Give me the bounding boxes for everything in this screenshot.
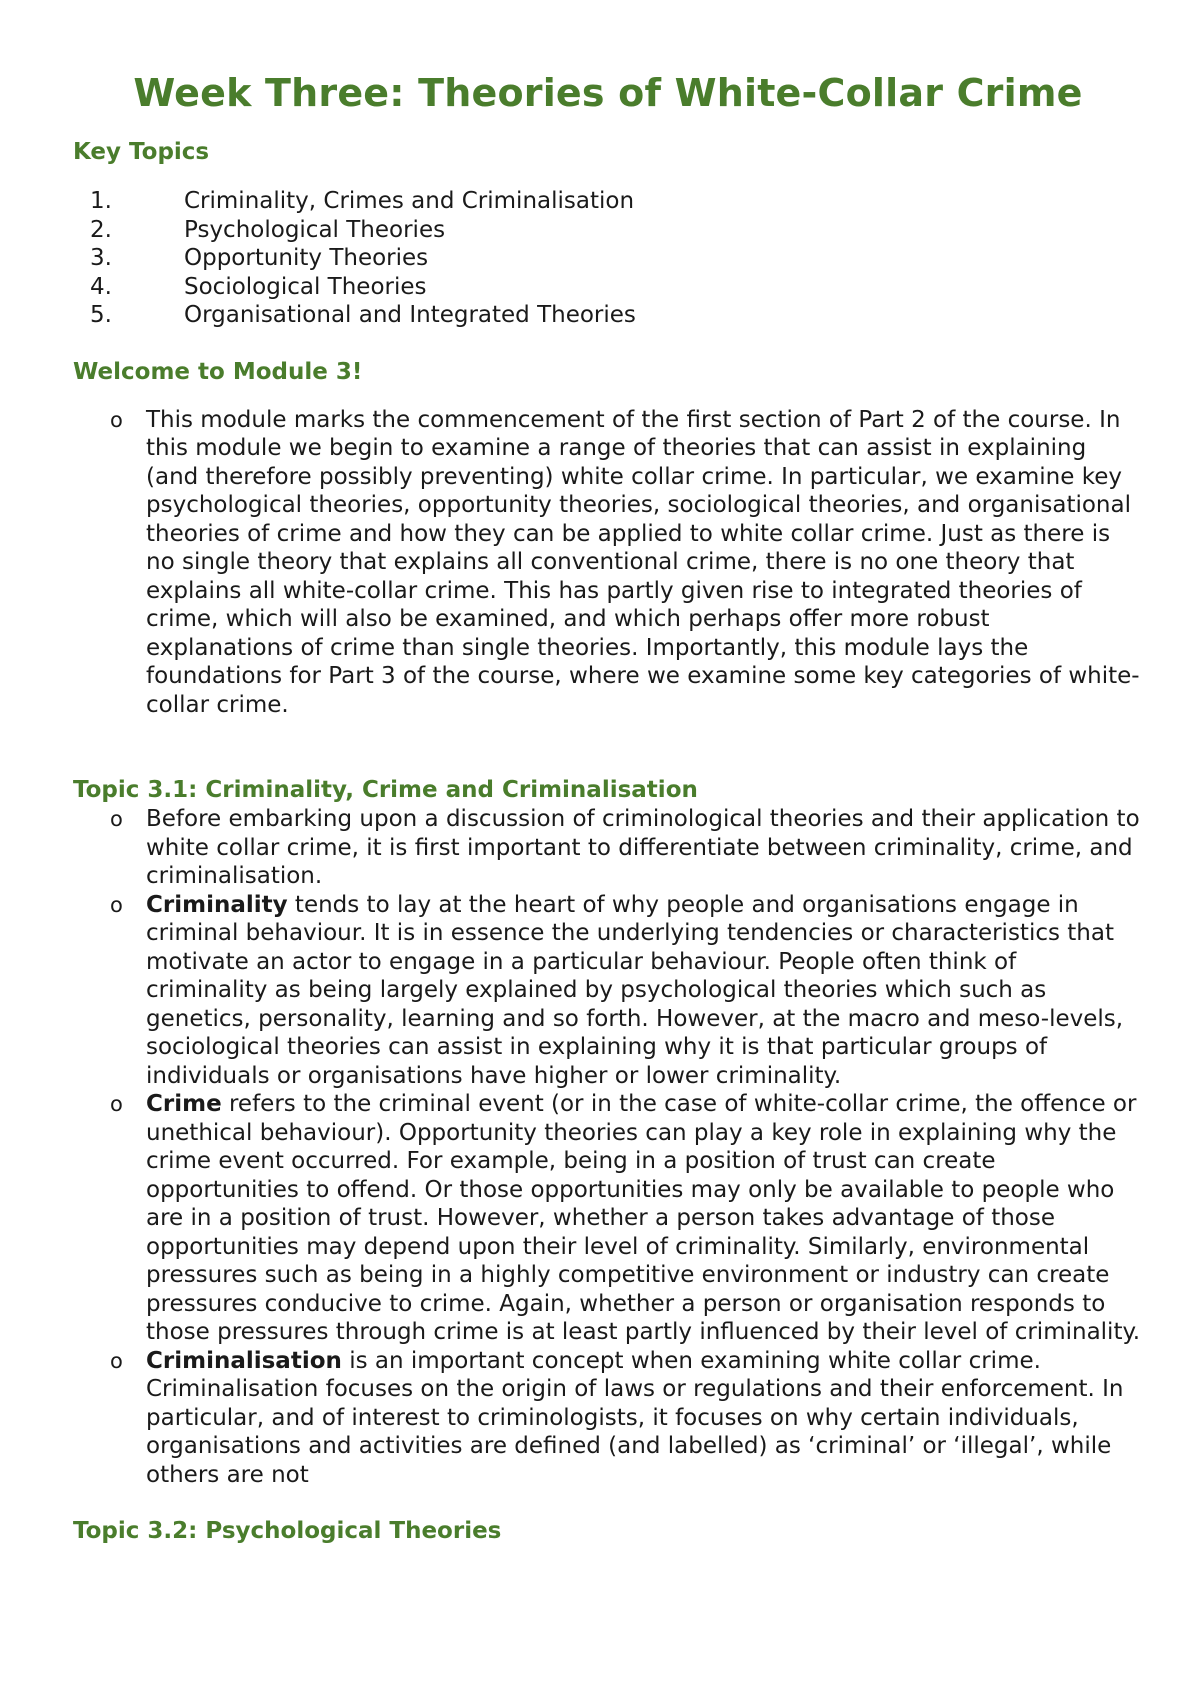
item-text: is an important concept when examining white collar crime. Criminalisation focuses on the origin of laws or regulations and their enforcement. In particular, and of interest to criminologists, it focuses on why certain individuals, organisations and activities are defined (and labelled) as ‘criminal’ or ‘illegal’, while others are not (146, 1347, 1124, 1488)
key-topic-text: Criminality, Crimes and Criminalisation (184, 188, 635, 214)
term-criminalisation: Criminalisation (146, 1347, 342, 1374)
key-topic-number: 4. (90, 273, 112, 300)
topic-3-1-item-intro (73, 805, 1143, 891)
topic-3-1-heading: Topic 3.1: Criminality, Crime and Criminalisation (73, 777, 698, 803)
key-topic-number: 3. (90, 245, 112, 271)
topic-3-1-list (73, 805, 1143, 1489)
key-topic-text: Organisational and Integrated Theories (184, 302, 636, 328)
bullet-marker: o (110, 1348, 123, 1373)
topic-3-1-item-criminalisation (73, 1347, 1143, 1490)
key-topic-item (73, 187, 1143, 216)
key-topic-number: 5. (90, 302, 112, 328)
key-topic-item (73, 216, 1143, 245)
bullet-marker: o (110, 892, 123, 917)
bullet-marker: o (110, 807, 123, 831)
key-topic-number: 1. (90, 188, 112, 214)
topic-3-2-heading: Topic 3.2: Psychological Theories (73, 1518, 502, 1544)
key-topics-heading: Key Topics (73, 139, 210, 165)
welcome-paragraph: This module marks the commencement of the first section of Part 2 of the course. In this module we begin to examine a range of theories that can assist in explaining (and therefore possibly preventing) white collar crime. In particular, we examine key psychological theories, opportunity theories, sociological theories, and organisational theories of crime and how they can be applied to white collar crime. Just as there is no single theory that explains all conventional crime, there is no one theory that explains all white-collar crime. This has partly given rise to integrated theories of crime, which will also be examined, and which perhaps offer more robust explanations of crime than single theories. Importantly, this module lays the foundations for Part 3 of the course, where we examine some key categories of white-collar crime. (146, 406, 1140, 718)
term-criminality: Criminality (146, 891, 288, 918)
key-topic-text: Psychological Theories (184, 216, 446, 243)
item-text: tends to lay at the heart of why people and organisations engage in criminal behaviour. It is in essence the underlying tendencies or characteristics that motivate an actor to engage in a particular behaviour. People often think of criminality as being largely explained by psychological theories which such as genetics, personality, learning and so forth. However, at the macro and meso-levels, sociological theories can assist in explaining why it is that particular groups of individuals or organisations have higher or lower criminality. (146, 891, 1124, 1089)
bullet-marker: o (110, 407, 123, 432)
term-crime: Crime (146, 1091, 222, 1117)
key-topic-number: 2. (90, 216, 112, 243)
item-text: refers to the criminal event (or in the case of white-collar crime, the offence or unethical behaviour). Opportunity theories can play a key role in explaining why the crime event occurred. For example, being in a position of trust can create opportunities to offend. Or those opportunities may only be available to people who are in a position of trust. However, whether a person takes advantage of those opportunities may depend upon their level of criminality. Similarly, environmental pressures such as being in a highly competitive environment or industry can create pressures conducive to crime. Again, whether a person or organisation responds to those pressures through crime is at least partly influenced by their level of criminality. (146, 1091, 1141, 1345)
key-topic-text: Sociological Theories (184, 273, 427, 300)
key-topic-item (73, 244, 1143, 273)
welcome-heading: Welcome to Module 3! (73, 358, 363, 385)
document-title: Week Three: Theories of White-Collar Crime (133, 71, 1083, 115)
welcome-list (73, 406, 1143, 720)
key-topic-item (73, 301, 1143, 330)
key-topic-item (73, 273, 1143, 302)
bullet-marker: o (110, 1092, 123, 1116)
item-text: Before embarking upon a discussion of criminological theories and their application to white collar crime, it is first important to differentiate between criminality, crime, and criminalisation. (146, 806, 1140, 889)
document-page (73, 70, 1143, 1546)
welcome-paragraph-item (73, 406, 1143, 720)
topic-3-1-item-criminality (73, 891, 1143, 1091)
key-topics-list (73, 187, 1143, 330)
topic-3-1-item-crime (73, 1090, 1143, 1347)
key-topic-text: Opportunity Theories (184, 245, 429, 271)
